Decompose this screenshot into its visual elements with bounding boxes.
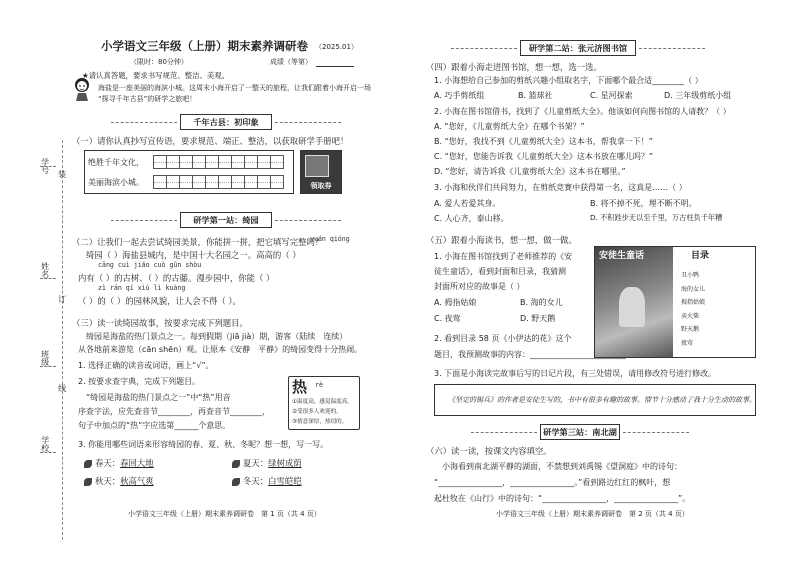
q5-2-b: 题目，我预测故事的内容：________________________ bbox=[434, 350, 626, 359]
q5-1-option-d[interactable]: D. 野天鹅 bbox=[520, 314, 556, 323]
spring-answer[interactable]: 春回大地 bbox=[120, 458, 154, 468]
toc-item: 卖火柴 bbox=[681, 312, 700, 320]
page-1-footer: 小学语文三年级（上册）期末素养调研卷 第 1 页（共 4 页） bbox=[128, 510, 321, 518]
q3-sub-1: 1. 选择正确的读音或词语，画上“√”。 bbox=[78, 361, 214, 370]
q3-sub-2-a: “绮园是海盐的热门景点之一”中“热”用音 bbox=[86, 393, 231, 402]
leaf-icon bbox=[84, 478, 92, 486]
book-title: 安徒生童话 bbox=[599, 251, 645, 261]
q4-3-option-d[interactable]: D. 不积跬步无以至千里，万古柱负千年糟 bbox=[590, 213, 723, 222]
station-banner-library: 研学第二站：张元济图书馆 bbox=[520, 40, 636, 56]
toc-item: 拇指姑娘 bbox=[681, 299, 706, 306]
winter-answer[interactable]: 白雪皑皑 bbox=[268, 476, 302, 486]
q5-1-a: 1. 小海在图书馆找到了老师推荐的《安 bbox=[434, 252, 573, 261]
dictionary-def-1: ①温度高，感觉温度高。 bbox=[292, 399, 353, 405]
toc-title: 目录 bbox=[691, 251, 710, 261]
q4-2-option-c[interactable]: C. “您好，您能告诉我《儿童剪纸大全》这本书放在哪儿吗？” bbox=[434, 152, 653, 161]
q4-1-option-d[interactable]: D. 三年级剪纸小组 bbox=[664, 91, 732, 100]
season-spring: 春天：春回大地 bbox=[84, 458, 154, 468]
q4-1: 1. 小海想给自己参加的剪纸兴趣小组取名字，下面哪个最合适________（ ） bbox=[434, 76, 703, 85]
exam-date: （2025.01） bbox=[315, 43, 358, 51]
summer-answer[interactable]: 绿树成荫 bbox=[268, 458, 302, 468]
coupon-ticket[interactable] bbox=[300, 150, 342, 194]
leaf-icon bbox=[84, 460, 92, 468]
side-mark-xian: 线 bbox=[57, 384, 67, 392]
toc-list bbox=[681, 269, 705, 350]
coupon-stamp-icon bbox=[305, 155, 329, 177]
q5-3: 3. 下面是小海读完故事后写的日记片段，有三处错误，请用修改符号进行修改。 bbox=[434, 369, 717, 378]
q3-sub-2-b: 序查字法，应先查音节________，再查音节________， bbox=[78, 407, 270, 416]
q2-line-3: （ ）的（ ）的园林风貌，让人会不得（ ）。 bbox=[78, 296, 241, 306]
copy-line-2-label: 美丽海滨小城。 bbox=[88, 178, 144, 187]
q5-1-c: 封面所对应的故事是（ ） bbox=[434, 282, 525, 291]
copy-line-1-label: 绝胜千年文化， bbox=[88, 158, 144, 167]
dictionary-pinyin: rè bbox=[315, 381, 323, 389]
score-field[interactable] bbox=[316, 66, 354, 67]
q4-3: 3. 小海和伙伴们共同努力，在剪纸竞赛中获得第一名，这真是……（ ） bbox=[434, 183, 687, 192]
question-2-prompt: （二）让我们一起去尝试绮园美景，你能拼一拼，把它填写完整吗？ bbox=[72, 237, 324, 247]
dictionary-def-2: ②受很多人欢迎的。 bbox=[292, 409, 342, 415]
q4-3-option-b[interactable]: B. 将不掉不死，埋不断不明。 bbox=[590, 199, 697, 208]
q3-paragraph-2: 从各地前来游览（cān shēn）观。让原本《安静 平静》的绮园变得十分热闹。 bbox=[78, 345, 363, 354]
time-limit: （限时：80分钟） bbox=[130, 58, 188, 66]
q3-sub-3: 3. 你能用哪些词语来形容绮园的春、夏、秋、冬呢？想一想，写一写。 bbox=[78, 440, 329, 449]
toc-item: 夜莺 bbox=[681, 339, 694, 347]
page-title: 小学语文三年级（上册）期末素养调研卷 bbox=[101, 39, 308, 53]
q3-sub-2-c: 句子中加点的“热”字应选第______个意思。 bbox=[78, 421, 231, 430]
dictionary-card bbox=[288, 376, 360, 430]
intro-line-1: 海盐是一座美丽的海滨小城。这周末小海开启了一整天的旅程，让我们跟着小海开启一场 bbox=[98, 84, 371, 92]
coupon-label: 领取券 bbox=[310, 181, 332, 190]
autumn-answer[interactable]: 秋高气爽 bbox=[120, 476, 154, 486]
question-1-prompt: （一）请你认真抄写宣传语，要求规范、端正、整洁，以获取研学手册吧！ bbox=[72, 136, 349, 146]
side-label-school: 学校 bbox=[40, 436, 50, 452]
q4-2-option-a[interactable]: A. “您好，《儿童剪纸大全》在哪个书架？” bbox=[434, 122, 585, 131]
page-2-footer: 小学语文三年级（上册）期末素养调研卷 第 2 页（共 4 页） bbox=[496, 510, 689, 518]
intro-line-2: “探寻千年古县”的研学之旅吧！ bbox=[98, 95, 197, 103]
q4-1-option-b[interactable]: B. 篮球社 bbox=[518, 91, 553, 100]
question-6-prompt: （六）读一读，按课文内容填空。 bbox=[426, 446, 552, 456]
q4-3-option-c[interactable]: C. 人心齐，泰山移。 bbox=[434, 214, 509, 223]
leaf-icon bbox=[232, 478, 240, 486]
q5-1-option-c[interactable]: C. 夜莺 bbox=[434, 314, 461, 323]
dictionary-char: 热 bbox=[292, 378, 308, 396]
q3-sub-2: 2. 按要求查字典，完成下列题目。 bbox=[78, 377, 201, 386]
writing-grid-row-1[interactable] bbox=[154, 155, 284, 169]
mermaid-figure-icon bbox=[619, 287, 645, 327]
toc-item: 海的女儿 bbox=[681, 285, 706, 293]
q6-line-b[interactable]: “________________，________________。”看到路边红红的枫叶，想 bbox=[434, 478, 671, 487]
station-banner-first-impression: 千年古县：初印象 bbox=[180, 114, 272, 130]
q2-line-1: 绮园（ ）海盐县城内，是中国十大名园之一。高高的（ ） bbox=[86, 250, 301, 260]
q2-pinyin-1: cāng cuì jiǎo cuò gǔn shòu bbox=[98, 261, 202, 269]
q2-line-2: 内有（ ）的古树、（ ）的古藤。漫步园中，你能（ ） bbox=[78, 273, 275, 283]
season-summer: 夏天：绿树成荫 bbox=[232, 458, 302, 468]
side-label-class: 班级 bbox=[40, 350, 50, 366]
instruction-text: ★请认真答题，要求书写规范、整洁、美观。 bbox=[82, 71, 230, 80]
q5-2-a: 2. 看到目录 58 页《小伊达的花》这个 bbox=[434, 334, 572, 343]
side-label-student-id: 学号 bbox=[40, 158, 50, 174]
q6-line-a: 小海看到南北湖平静的湖面，不禁想到刘禹锡《望洞庭》中的诗句： bbox=[442, 462, 682, 471]
book-cover-art bbox=[595, 247, 673, 357]
season-autumn: 秋天：秋高气爽 bbox=[84, 476, 154, 486]
station-banner-nanbei-lake: 研学第三站：南北湖 bbox=[540, 424, 620, 440]
side-mark-zhuang: 装 bbox=[57, 170, 67, 178]
q6-line-c[interactable]: 起杜牧在《山行》中的诗句：“________________，________________”。 bbox=[434, 494, 691, 503]
leaf-icon bbox=[232, 460, 240, 468]
score-label: 成绩（等第） bbox=[270, 58, 312, 66]
toc-item: 丑小鸭 bbox=[681, 272, 700, 279]
toc-item: 野天鹅 bbox=[681, 326, 700, 333]
question-5-prompt: （五）跟着小海读书，想一想，做一做。 bbox=[426, 235, 577, 245]
q5-1-option-b[interactable]: B. 海的女儿 bbox=[520, 298, 563, 307]
diary-text[interactable]: 《坚定的锡兵》的作者是安徒生写的，书中有很多有趣的故事。情节十分感动了我十分生动的故事。 bbox=[448, 396, 756, 404]
side-label-name: 姓名 bbox=[40, 262, 50, 278]
q4-1-option-a[interactable]: A. 巧手剪纸组 bbox=[434, 91, 485, 100]
question-4-prompt: （四）跟着小海走进图书馆，想一想，选一选。 bbox=[426, 62, 602, 72]
q5-1-b: 徒生童话》，看到封面和目录，我猜测 bbox=[434, 267, 566, 276]
q4-3-option-a[interactable]: A. 爱人若爱其身。 bbox=[434, 199, 501, 208]
q4-2-option-b[interactable]: B. “您好，我找不到《儿童剪纸大全》这本书，帮我拿一下！” bbox=[434, 137, 653, 146]
q5-1-option-a[interactable]: A. 拇指姑娘 bbox=[434, 298, 477, 307]
question-3-prompt: （三）读一读绮园故事，按要求完成下列题目。 bbox=[72, 318, 248, 328]
side-mark-ding: 订 bbox=[57, 295, 67, 303]
q4-1-option-c[interactable]: C. 星河探索 bbox=[590, 91, 633, 100]
q2-pinyin-2: zì rán qí xiù lì kuàng bbox=[98, 284, 186, 292]
binding-line bbox=[62, 140, 63, 540]
q4-2: 2. 小海在图书馆借书，找到了《儿童剪纸大全》。他该如何向图书馆的人请教？（ ） bbox=[434, 107, 731, 116]
dictionary-def-3: ③情意深厚，热切的。 bbox=[292, 419, 348, 425]
season-winter: 冬天：白雪皑皑 bbox=[232, 476, 302, 486]
q3-paragraph-1: 绮园是海盐的热门景点之一。每到假期（jiā jià）期，游客（陆续 连续） bbox=[86, 332, 348, 341]
q2-pinyin-head: yuán qióng bbox=[310, 235, 350, 243]
book-cover-image bbox=[594, 246, 756, 358]
station-banner-qiyuan: 研学第一站：绮园 bbox=[180, 212, 272, 228]
q4-2-option-d[interactable]: D. “您好，请告诉我《儿童剪纸大全》这本书在哪里。” bbox=[434, 167, 626, 176]
writing-grid-row-2[interactable] bbox=[154, 175, 284, 189]
